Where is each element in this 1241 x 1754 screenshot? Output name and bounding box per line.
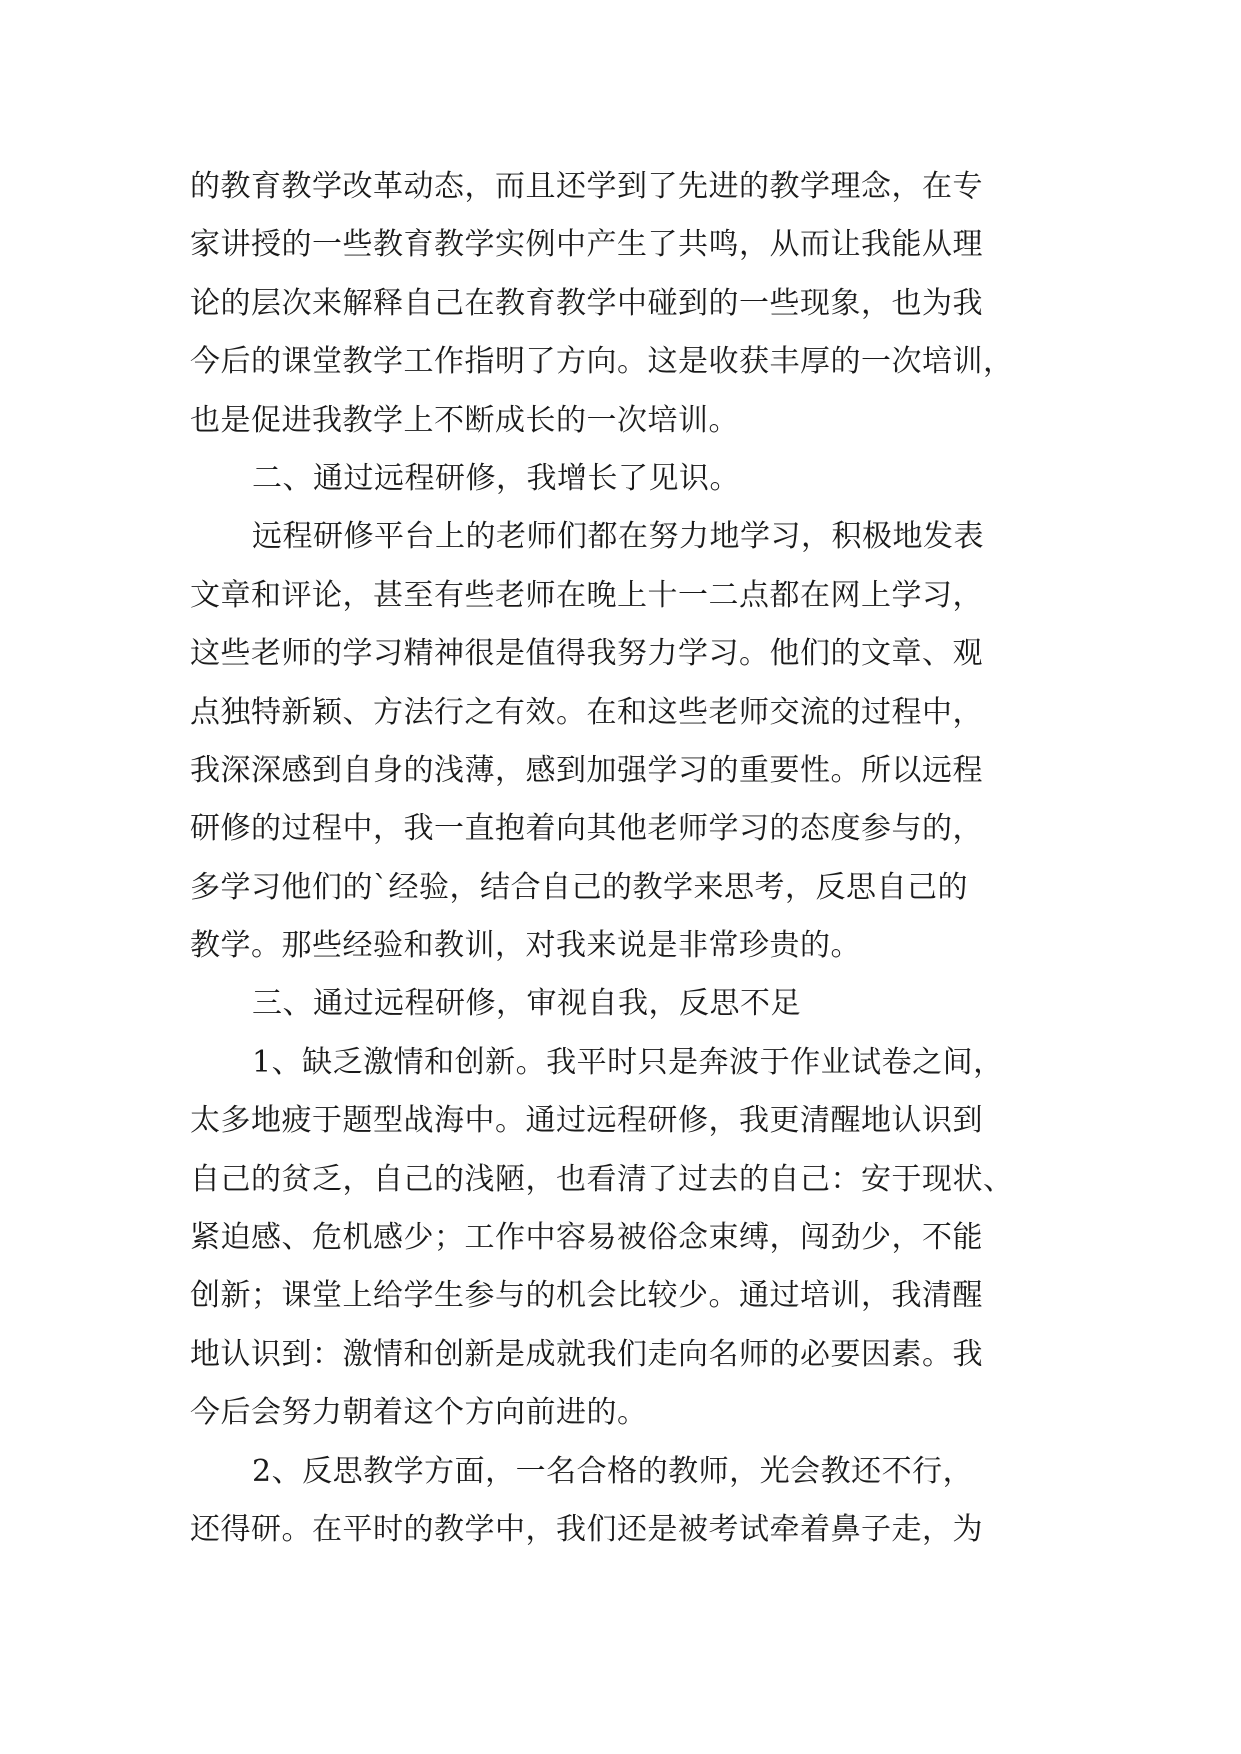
- text-line: 点独特新颖、方法行之有效。在和这些老师交流的过程中，: [190, 694, 983, 730]
- text-line: 远程研修平台上的老师们都在努力地学习，积极地发表: [252, 519, 984, 555]
- text-line: 研修的过程中，我一直抱着向其他老师学习的态度参与的，: [190, 811, 983, 847]
- text-line: 2、反思教学方面，一名合格的教师，光会教还不行，: [252, 1453, 974, 1489]
- text-line: 创新；课堂上给学生参与的机会比较少。通过培训，我清醒: [190, 1278, 983, 1314]
- section-heading-3: 三、通过远程研修，审视自我，反思不足: [252, 986, 801, 1022]
- text-line: 今后的课堂教学工作指明了方向。这是收获丰厚的一次培训，: [190, 344, 1014, 380]
- text-line: 多学习他们的`经验，结合自己的教学来思考，反思自己的: [190, 869, 968, 905]
- text-line: 这些老师的学习精神很是值得我努力学习。他们的文章、观: [190, 636, 983, 672]
- text-line: 文章和评论，甚至有些老师在晚上十一二点都在网上学习，: [190, 577, 983, 613]
- text-line: 今后会努力朝着这个方向前进的。: [190, 1395, 648, 1431]
- text-line: 论的层次来解释自己在教育教学中碰到的一些现象，也为我: [190, 285, 983, 321]
- text-line: 紧迫感、危机感少；工作中容易被俗念束缚，闯劲少，不能: [190, 1220, 983, 1256]
- text-line: 我深深感到自身的浅薄，感到加强学习的重要性。所以远程: [190, 752, 983, 788]
- text-line: 1、缺乏激情和创新。我平时只是奔波于作业试卷之间，: [252, 1044, 1004, 1080]
- text-line: 的教育教学改革动态，而且还学到了先进的教学理念，在专: [190, 169, 983, 204]
- text-line: 也是促进我教学上不断成长的一次培训。: [190, 402, 739, 438]
- text-line: 地认识到：激情和创新是成就我们走向名师的必要因素。我: [190, 1336, 983, 1372]
- text-line: 教学。那些经验和教训，对我来说是非常珍贵的。: [190, 928, 861, 964]
- text-line: 家讲授的一些教育教学实例中产生了共鸣，从而让我能从理: [190, 227, 983, 263]
- text-line: 太多地疲于题型战海中。通过远程研修，我更清醒地认识到: [190, 1103, 983, 1139]
- text-line: 还得研。在平时的教学中，我们还是被考试牵着鼻子走，为: [190, 1511, 983, 1547]
- text-line: 自己的贫乏，自己的浅陋，也看清了过去的自己：安于现状、: [190, 1161, 1014, 1197]
- section-heading-2: 二、通过远程研修，我增长了见识。: [252, 460, 740, 496]
- body-text: [190, 158, 1060, 1559]
